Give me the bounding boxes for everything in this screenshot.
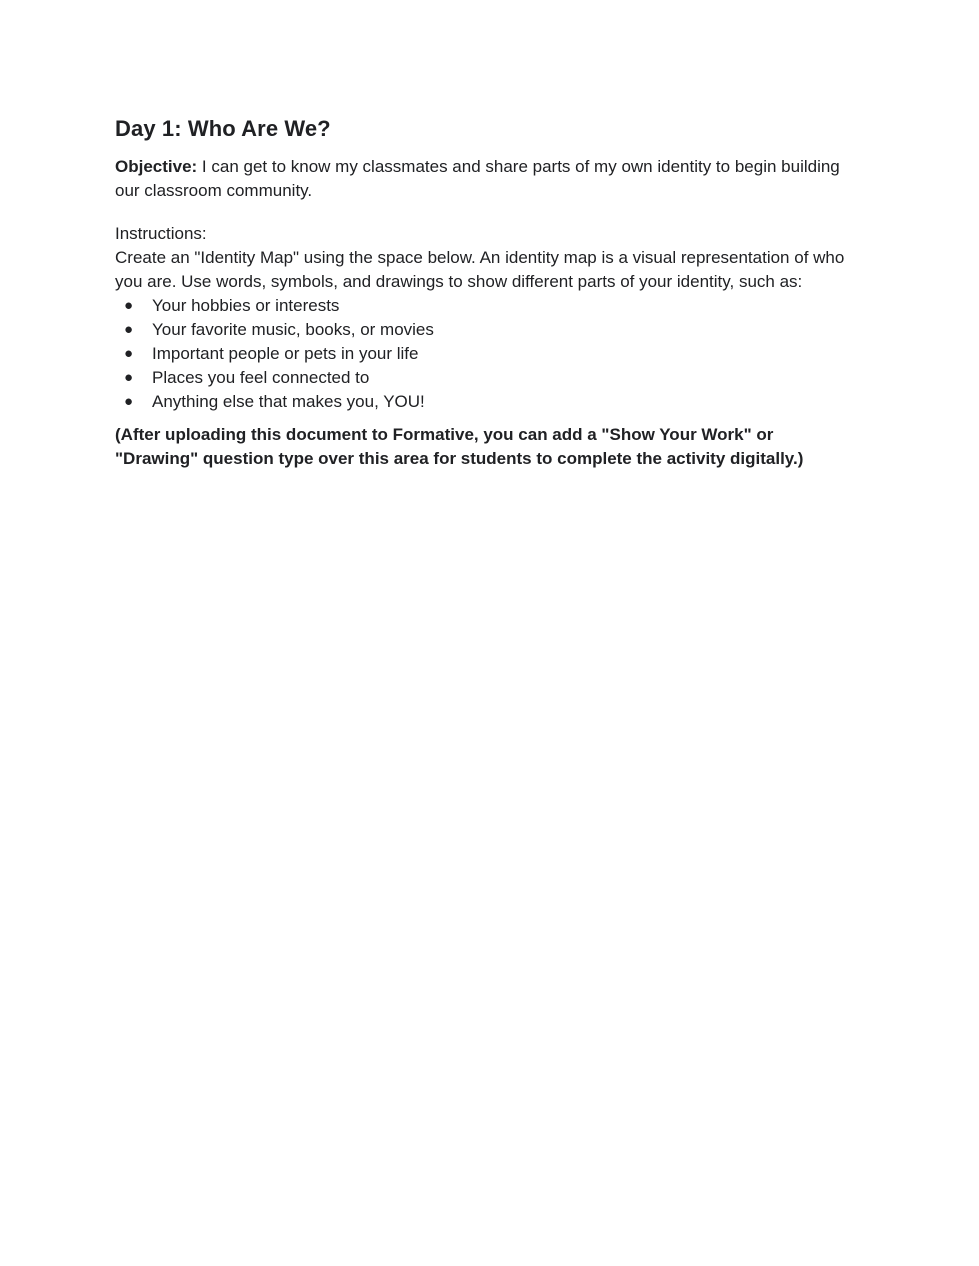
list-item-text: Places you feel connected to [152,368,370,387]
bullet-icon: ● [124,321,134,338]
list-item [115,294,860,318]
list-item-text: Your favorite music, books, or movies [152,320,434,339]
list-item [115,342,860,366]
formative-note: (After uploading this document to Formative, you can add a "Show Your Work" or "Drawing" question type over this area for students to complete the activity digitally.) [115,425,804,468]
objective-label: Objective: [115,157,198,176]
bullet-icon: ● [124,393,134,410]
list-item-text: Anything else that makes you, YOU! [152,392,425,411]
identity-list [115,294,860,414]
page-title: Day 1: Who Are We? [115,116,331,141]
list-item [115,390,860,414]
list-item [115,366,860,390]
instructions-heading: Instructions: [115,224,207,243]
list-item-text: Your hobbies or interests [152,296,340,315]
bullet-icon: ● [124,369,134,386]
list-item-text: Important people or pets in your life [152,344,419,363]
list-item [115,318,860,342]
instructions-body: Create an "Identity Map" using the space below. An identity map is a visual representation of who you are. Use words, symbols, and drawings to show different parts of your identity, such as: [115,248,845,291]
bullet-icon: ● [124,297,134,314]
document-page [115,113,860,488]
bullet-icon: ● [124,345,134,362]
objective-paragraph [115,155,860,203]
objective-text: I can get to know my classmates and share parts of my own identity to begin building our classroom community. [115,157,840,200]
